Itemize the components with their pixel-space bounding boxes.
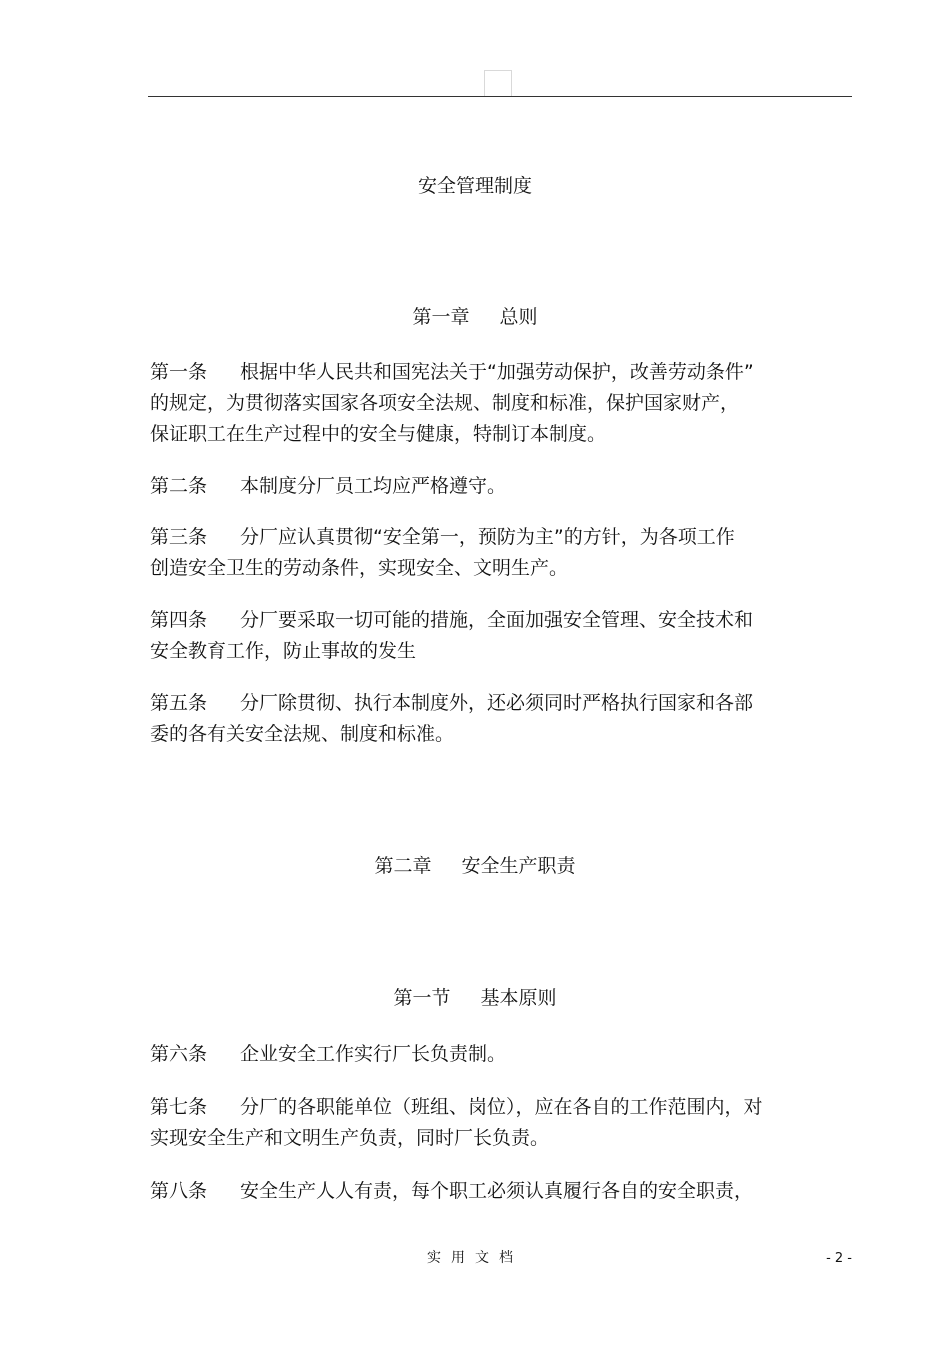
article-1 [150, 357, 840, 450]
article-text-line: 委的各有关安全法规、制度和标准。 [150, 723, 455, 745]
article-5 [150, 688, 840, 750]
section-1-number: 第一节 [393, 987, 451, 1009]
chapter-1-number: 第一章 [412, 306, 470, 328]
article-number: 第四条 [150, 609, 208, 631]
article-text-line: 分厂应认真贯彻“安全第一，预防为主”的方针，为各项工作 [240, 526, 735, 548]
article-text-line: 的规定，为贯彻落实国家各项安全法规、制度和标准，保护国家财产， [150, 392, 740, 414]
article-text-line: 分厂除贯彻、执行本制度外，还必须同时严格执行国家和各部 [240, 692, 754, 714]
article-number: 第一条 [150, 361, 208, 383]
article-number: 第三条 [150, 526, 208, 548]
article-text-line: 企业安全工作实行厂长负责制。 [240, 1043, 507, 1065]
chapter-2-heading [0, 852, 950, 880]
article-text-line: 分厂要采取一切可能的措施，全面加强安全管理、安全技术和 [240, 609, 754, 631]
section-1-name: 基本原则 [480, 987, 557, 1009]
footer-label: 实用文档 [427, 1250, 523, 1266]
article-2 [150, 471, 840, 502]
chapter-1-heading [0, 303, 950, 331]
article-8 [150, 1176, 840, 1207]
article-number: 第八条 [150, 1180, 208, 1202]
article-text-line: 安全教育工作，防止事故的发生 [150, 640, 417, 662]
article-text-line: 创造安全卫生的劳动条件，实现安全、文明生产。 [150, 557, 569, 579]
article-number: 第二条 [150, 475, 208, 497]
article-number: 第七条 [150, 1096, 208, 1118]
page-number: - 2 - [826, 1251, 852, 1266]
article-4 [150, 605, 840, 667]
section-1-heading [0, 984, 950, 1012]
article-text-line: 本制度分厂员工均应严格遵守。 [240, 475, 507, 497]
article-3 [150, 522, 840, 584]
chapter-2-number: 第二章 [374, 855, 432, 877]
article-text-line: 实现安全生产和文明生产负责，同时厂长负责。 [150, 1127, 550, 1149]
article-text-line: 分厂的各职能单位（班组、岗位），应在各自的工作范围内，对 [240, 1096, 763, 1118]
article-text-line: 安全生产人人有责，每个职工必须认真履行各自的安全职责， [240, 1180, 754, 1202]
article-6 [150, 1039, 840, 1070]
header-rule [148, 96, 852, 97]
article-text-line: 保证职工在生产过程中的安全与健康，特制订本制度。 [150, 423, 607, 445]
header-tab-box [484, 70, 512, 96]
article-number: 第六条 [150, 1043, 208, 1065]
chapter-2-name: 安全生产职责 [461, 855, 576, 877]
document-title: 安全管理制度 [417, 175, 532, 197]
article-7 [150, 1092, 840, 1154]
article-text-line: 根据中华人民共和国宪法关于“加强劳动保护，改善劳动条件” [240, 361, 754, 383]
chapter-1-name: 总则 [499, 306, 538, 328]
article-number: 第五条 [150, 692, 208, 714]
